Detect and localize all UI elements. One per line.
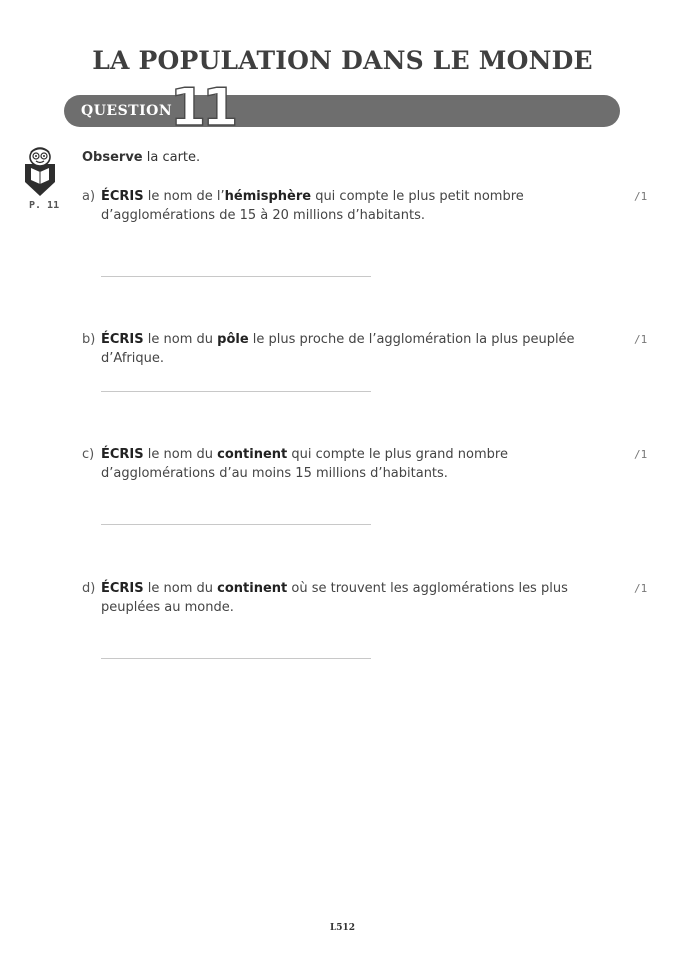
question-letter: b) <box>82 332 96 347</box>
question-text-part: le nom du <box>143 447 218 462</box>
question-keyword: pôle <box>217 332 249 347</box>
question-text <box>101 445 612 483</box>
question-verb: ÉCRIS <box>101 189 144 204</box>
intro-verb: Observe <box>82 150 143 165</box>
question-keyword: continent <box>217 447 288 462</box>
score-d: /1 <box>634 582 648 595</box>
answer-line-c[interactable] <box>101 524 371 525</box>
question-d <box>82 579 612 617</box>
page-reference: P. 11 <box>29 200 60 211</box>
instruction-intro <box>82 150 200 165</box>
question-label: QUESTION <box>81 103 173 119</box>
answer-line-d[interactable] <box>101 658 371 659</box>
question-verb: ÉCRIS <box>101 447 144 462</box>
score-a: /1 <box>634 190 648 203</box>
question-letter: a) <box>82 189 96 204</box>
question-b <box>82 330 612 368</box>
intro-text: la carte. <box>142 150 201 165</box>
question-keyword: continent <box>217 581 288 596</box>
answer-line-a[interactable] <box>101 276 371 277</box>
question-a <box>82 187 612 225</box>
score-b: /1 <box>634 333 648 346</box>
question-letter: c) <box>82 447 95 462</box>
question-text-part: le nom de l’ <box>143 189 225 204</box>
question-text-part: le nom du <box>143 581 218 596</box>
question-text-part: le nom du <box>143 332 218 347</box>
question-text <box>101 579 612 617</box>
question-text-part: où se trouvent les agglomérations les plus peuplées au monde. <box>101 581 568 615</box>
question-text <box>101 330 612 368</box>
score-c: /1 <box>634 448 648 461</box>
question-text-part: le plus proche de l’agglomération la plus peuplée d’Afrique. <box>101 332 575 366</box>
question-text <box>101 187 612 225</box>
question-verb: ÉCRIS <box>101 581 144 596</box>
footer-code: L512 <box>329 923 356 933</box>
question-text-part: qui compte le plus grand nombre d’agglomérations d’au moins 15 millions d’habitants. <box>101 447 508 481</box>
question-number: 11 <box>170 78 235 138</box>
answer-line-b[interactable] <box>101 391 371 392</box>
question-letter: d) <box>82 581 96 596</box>
question-keyword: hémisphère <box>224 189 312 204</box>
reader-mascot-icon <box>22 146 58 198</box>
page-title: LA POPULATION DANS LE MONDE <box>92 46 593 75</box>
question-verb: ÉCRIS <box>101 332 144 347</box>
question-text-part: qui compte le plus petit nombre d’agglomérations de 15 à 20 millions d’habitants. <box>101 189 524 223</box>
question-c <box>82 445 612 483</box>
